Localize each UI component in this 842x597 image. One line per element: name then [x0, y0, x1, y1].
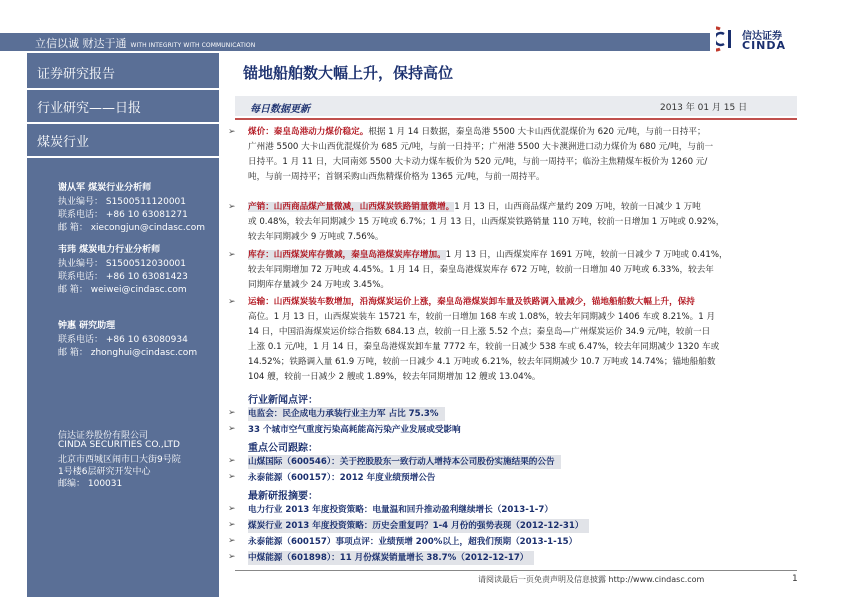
slogan-en: WITH INTEGRITY WITH COMMUNICATION [130, 42, 256, 49]
divider [235, 118, 797, 120]
news-item[interactable]: 33 个城市空气重度污染高耗能高污染产业发展或受影响 [248, 425, 461, 435]
sidebar-divider [27, 122, 219, 124]
paragraph-lead: 库存：山西煤炭库存微减，秦皇岛港煤炭库存增加。 [248, 250, 446, 260]
analyst-phone: 联系电话： +86 10 63081423 [58, 272, 188, 282]
bullet-arrow-icon: ➢ [228, 552, 236, 562]
report-item[interactable]: 煤炭行业 2013 年度投资策略：历史会重复吗？1-4 月份的强势表现（2012-12-31） [248, 519, 589, 533]
page-title: 锚地船舶数大幅上升，保持高位 [243, 64, 454, 82]
company-address: 北京市西城区闹市口大街9号院 [58, 455, 181, 465]
bullet-arrow-icon: ➢ [228, 202, 236, 212]
company-postcode: 邮编： 100031 [58, 479, 123, 489]
sidebar-divider [27, 88, 219, 90]
analyst-name: 钟惠 研究助理 [58, 321, 116, 331]
paragraph-inventory: 库存：山西煤炭库存微减，秦皇岛港煤炭库存增加。1 月 13 日，山西煤炭库存 1691 万吨，较前一日减少 7 万吨或 0.41%， 较去年同期增加 72 万吨或 4.45%。1 月 14 日，秦皇岛港煤炭库存 672 万吨，较前一日增加 40 万吨或 6.33%，较去年 同期库存量减少 24 万吨或 3.45%。 [248, 250, 728, 290]
bullet-arrow-icon: ➢ [228, 536, 236, 546]
company-news-item[interactable]: 山煤国际（600546）：关于控股股东一致行动人增持本公司股份实施结果的公告 [248, 455, 561, 469]
sidebar-divider [27, 156, 219, 158]
paragraph-production: 产销：山西商品煤产量微减，山西煤炭铁路销量微增。1 月 13 日，山西商品煤产量约 209 万吨，较前一日减少 1 万吨 或 0.48%，较去年同期减少 15 万吨或 6.7%；1 月 13 日，山西煤炭铁路销量 110 万吨，较前一日增加 1 万吨或 0.92%， 较去年同期减少 9 万吨或 7.56%。 [248, 202, 725, 242]
logo-text-cn: 信达证券 [742, 31, 782, 42]
analyst-license: 执业编号： S1500511120001 [58, 197, 187, 207]
report-date: 2013 年 01 月 15 日 [660, 103, 748, 113]
logo-text-en: CINDA [742, 39, 787, 52]
analyst-phone: 联系电话： +86 10 63080934 [58, 335, 188, 345]
analyst-name: 谢从军 煤炭行业分析师 [58, 183, 152, 193]
bullet-arrow-icon: ➢ [228, 424, 236, 434]
bullet-arrow-icon: ➢ [228, 297, 236, 307]
company-address: 1号楼6层研究开发中心 [58, 467, 151, 477]
bullet-arrow-icon: ➢ [228, 520, 236, 530]
analyst-name: 韦玮 煤炭电力行业分析师 [58, 245, 161, 255]
analyst-email[interactable]: 邮 箱： zhonghui@cindasc.com [58, 348, 198, 358]
sidebar-report-type: 证券研究报告 [37, 67, 116, 82]
report-item[interactable]: 中煤能源（601898）：11 月份煤炭销量增长 38.7%（2012-12-17） [248, 551, 534, 565]
slogan [35, 35, 255, 51]
paragraph-lead: 煤价：秦皇岛港动力煤价稳定。 [248, 127, 369, 137]
news-item[interactable]: 电监会：民企成电力承装行业主力军 占比 75.3% [248, 407, 445, 421]
paragraph-price: 煤价：秦皇岛港动力煤价稳定。根据 1 月 14 日数据，秦皇岛港 5500 大卡山西优混煤价为 620 元/吨，与前一日持平； 广州港 5500 大卡山西优混煤价为 685 元/吨，与前一日持平；广州港 5500 大卡澳洲进口动力煤价为 680 元/吨，与前一 日持平。1 月 11 日，大同南郊 5500 大卡动力煤车板价为 520 元/吨，与前一周持平；临汾主焦精煤车板价为 1260 元/ 吨，与前一周持平；首钢采购山西焦精煤价格为 1365 元/吨，与前一周持平。 [248, 127, 714, 182]
company-name-en: CINDA SECURITIES CO.,LTD [58, 440, 180, 450]
footer-disclaimer[interactable]: 请阅读最后一页免责声明及信息披露 http://www.cindasc.com [478, 575, 705, 584]
subtitle: 每日数据更新 [250, 104, 310, 115]
bullet-arrow-icon: ➢ [228, 250, 236, 260]
industry-news-heading: 行业新闻点评： [248, 395, 318, 406]
footer-divider [235, 570, 797, 571]
company-news-heading: 重点公司跟踪： [248, 443, 318, 454]
paragraph-lead: 产销：山西商品煤产量微减，山西煤炭铁路销量微增。 [248, 202, 455, 212]
paragraph-transport: 运输：山西煤炭装车数增加，沿海煤炭运价上涨，秦皇岛港煤炭卸车量及铁路调入量减少，锚地船舶数大幅上升，保持 高位。1 月 13 日，山西煤炭装车 15721 车，较前一日增加 168 车或 1.08%，较去年同期减少 1406 车或 8.21%。1 月 14 日，中国沿海煤炭运价综合指数 684.13 点，较前一日上涨 5.52 个点；秦皇岛—广州煤炭运价 34.9 元/吨，较前一日 上涨 0.1 元/吨，1 月 14 日，秦皇岛港煤炭卸车量 7772 车，较前一日减少 538 车或 6.47%，较去年同期减少 1320 车或 14.52%；铁路调入量 61.9 万吨，较前一日减少 4.1 万吨或 6.21%，较去年同期减少 10.7 万吨或 14.74%；锚地船舶数 104 艘，较前一日减少 2 艘或 1.89%，较去年同期增加 12 艘或 13.04%。 [248, 297, 720, 382]
report-item[interactable]: 永泰能源（600157）事项点评：业绩预增 200%以上，超我们预期（2013-1-15） [248, 537, 578, 547]
company-name: 信达证券股份有限公司 [58, 431, 149, 441]
reports-heading: 最新研报摘要： [248, 491, 318, 502]
bullet-arrow-icon: ➢ [228, 504, 236, 514]
sidebar-category: 行业研究——日报 [37, 101, 142, 116]
sidebar-industry: 煤炭行业 [37, 135, 90, 150]
analyst-phone: 联系电话： +86 10 63081271 [58, 210, 188, 220]
bullet-arrow-icon: ➢ [228, 408, 236, 418]
analyst-license: 执业编号： S1500512030001 [58, 259, 187, 269]
company-news-item[interactable]: 永泰能源（600157）：2012 年度业绩预增公告 [248, 473, 436, 483]
page-number: 1 [792, 574, 798, 584]
slogan-cn: 立信以诚 财达于通 [35, 37, 127, 50]
bullet-arrow-icon: ➢ [228, 456, 236, 466]
analyst-email[interactable]: 邮 箱： xiecongjun@cindasc.com [58, 223, 205, 233]
bullet-arrow-icon: ➢ [228, 472, 236, 482]
analyst-email[interactable]: 邮 箱： weiwei@cindasc.com [58, 285, 187, 295]
report-item[interactable]: 电力行业 2013 年度投资策略：电量温和回升推动盈利继续增长（2013-1-7） [248, 505, 553, 515]
paragraph-lead: 运输：山西煤炭装车数增加，沿海煤炭运价上涨，秦皇岛港煤炭卸车量及铁路调入量减少，锚地船舶数大幅上升，保持 [248, 297, 695, 307]
bullet-arrow-icon: ➢ [228, 127, 236, 137]
